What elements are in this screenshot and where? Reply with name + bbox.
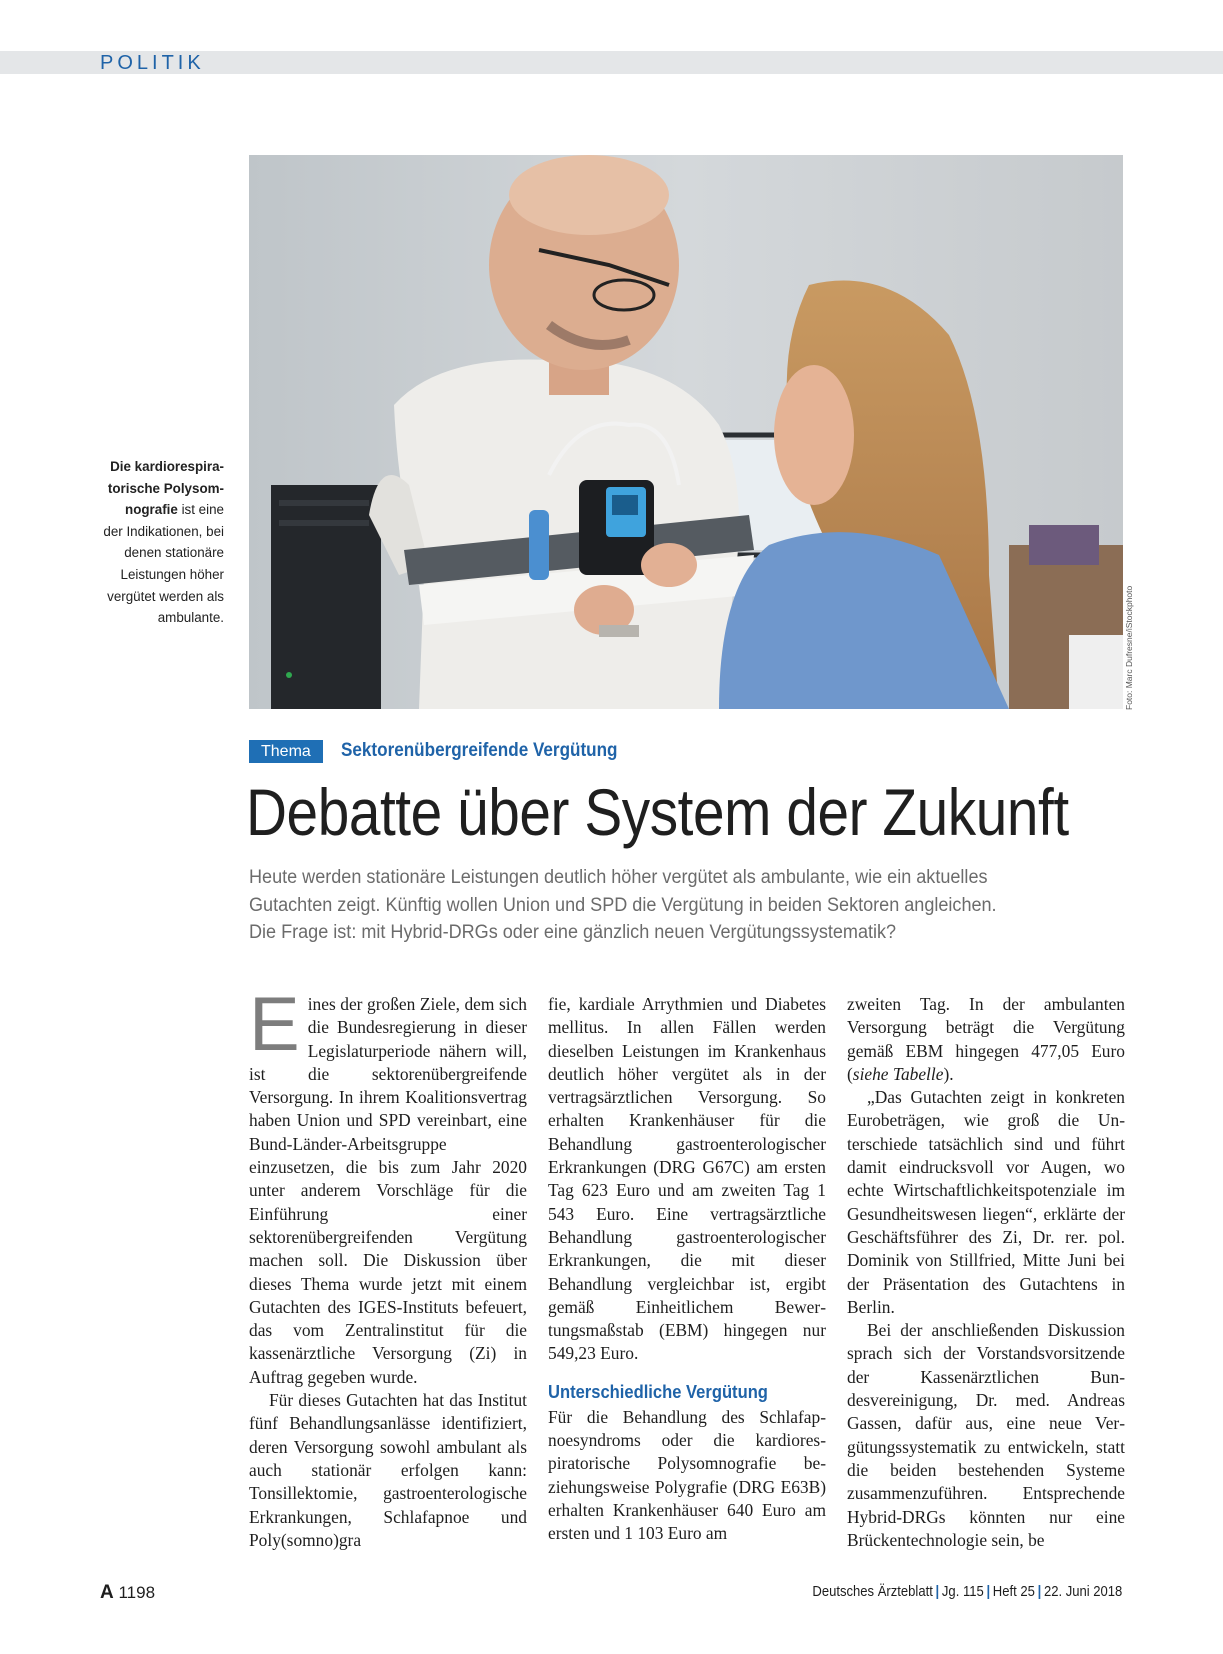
caption-line-8: ambulante. [157, 610, 224, 626]
subheading: Unterschiedliche Vergütung [548, 1381, 768, 1402]
footer-separator: | [935, 1584, 939, 1600]
footer-separator: | [986, 1584, 990, 1600]
col3-p1-text-b: ). [943, 1063, 954, 1084]
dropcap: E [249, 982, 300, 1067]
photo-caption [90, 456, 224, 629]
lead-line-1: Heute werden stationäre Leistungen deutlich höher vergütet als ambulante, wie ein aktuelles [249, 867, 988, 888]
journal-volume: Jg. 115 [941, 1584, 984, 1600]
body-column-1 [249, 982, 527, 1552]
caption-bold-line-3: nografie [125, 502, 178, 518]
article-lead [249, 864, 1161, 947]
journal-footer [812, 1584, 1122, 1600]
body-column-3 [847, 993, 1125, 1552]
col1-paragraph-2: Für dieses Gutachten hat das Institut fünf Behandlungsanlässe identifiziert, deren Versorgung sowohl ambulant als auch stationär erfolgen kann: Tonsillektomie, gastroenterologische Erkrankungen, Schlafapnoe und Poly(somno)gra [249, 1390, 527, 1550]
caption-line-3-rest: ist eine [177, 502, 224, 518]
page-number [100, 1582, 155, 1604]
article-photo [249, 155, 1123, 709]
col2-paragraph-1: fie, kardiale Arrythmien und Diabetes mellitus. In allen Fällen werden dieselben Leistungen im Krankenhaus deutlich höher vergütet als in der vertragsärztlichen Versorgung. So erhalten Krankenhäuser für die Behandlung gastroenterologischer Erkrankungen (DRG G67C) am ersten Tag 623 Euro und am zweiten Tag 1 543 Euro. Eine vertragsärztliche Behandlung gastroenterologischer Erkrankungen, die mit dieser Behandlung vergleichbar ist, ergibt gemäß Einheitlichem Bewertungsmaßstab (EBM) hingegen nur 549,23 Euro. [548, 994, 826, 1364]
section-rubric: POLITIK [100, 52, 205, 74]
footer-separator: | [1037, 1584, 1041, 1600]
photo-credit: Foto: Marc Dufresne/iStockphoto [1124, 585, 1134, 710]
col2-paragraph-2: Für die Behandlung des Schlafapnoesyndroms oder die kardiorespiratorische Polysomnografie beziehungsweise Polygrafie (DRG E63B) erhalten Krankenhäuser 640 Euro am ersten und 1 103 Euro am [548, 1406, 826, 1544]
article-headline: Debatte über System der Zukunft [246, 775, 1069, 849]
body-column-2 [548, 993, 826, 1546]
kicker-text: Sektorenübergreifende Vergütung [340, 740, 618, 761]
journal-name: Deutsches Ärzteblatt [812, 1584, 933, 1600]
col3-paragraph-3: Bei der anschließenden Diskussion sprach sich der Vorstandsvorsitzende der Kassenärztlichen Bundesvereinigung, Dr. med. Andreas Gassen, dafür aus, eine neue Vergütungssystematik zu entwickeln, statt die beiden bestehenden Systeme zusammenzuführen. Entsprechende Hybrid-DRGs könnten nur eine Brückentechnologie sein, be [847, 1320, 1125, 1550]
page-prefix: A [100, 1582, 114, 1603]
body-paragraph [249, 982, 527, 1389]
caption-line-7: vergütet werden als [107, 588, 224, 604]
journal-date: 22. Juni 2018 [1043, 1584, 1122, 1600]
col1-paragraph-1: ines der großen Ziele, dem sich die Bundesregierung in dieser Legislaturperiode nähern will, ist die sektorenübergreifende Versorgung. In ihrem Koalitionsvertrag haben Union und SPD vereinbart, eine Bund-Länder-Arbeitsgruppe einzusetzen, die bis zum Jahr 2020 unter anderem Vorschläge für die Einführung einer sektorenübergreifenden Vergütung machen soll. Die Diskussion über dieses Thema wurde jetzt mit einem Gutachten des IGES-Instituts befeuert, das vom Zentralinstitut für die kassenärztliche Versorgung (Zi) in Auftrag gegeben wurde. [249, 994, 527, 1387]
caption-line-4: der Indikationen, bei [103, 523, 224, 539]
lead-line-3: Die Frage ist: mit Hybrid-DRGs oder eine gänzlich neuen Vergütungssystematik? [249, 922, 897, 943]
col3-paragraph-2: „Das Gutachten zeigt in konkreten Eurobeträgen, wie groß die Unterschiede tatsächlich sind und führt damit eindrucksvoll vor Augen, wo echte Wirtschaftlichkeitspotenziale im Gesundheitswesen liegen“, erklärte der Geschäftsführer des Zi, Dr. rer. pol. Dominik von Stillfried, Mitte Juni bei der Präsentation des Gutachtens in Berlin. [847, 1087, 1125, 1317]
journal-issue: Heft 25 [992, 1584, 1035, 1600]
lead-line-2: Gutachten zeigt. Künftig wollen Union und SPD die Vergütung in beiden Sektoren angleichen. [249, 894, 997, 916]
photo-illustration [249, 155, 1123, 709]
col3-p1-text-a: zweiten Tag. In der ambulanten Versorgung beträgt die Vergütung gemäß EBM hingegen 477,05 Euro ( [847, 994, 1125, 1084]
page-number-value: 1198 [118, 1583, 156, 1602]
kicker [249, 739, 648, 763]
caption-bold-line-2: torische Polysom- [107, 480, 224, 496]
thema-tag: Thema [249, 740, 323, 763]
col3-paragraph-1 [847, 993, 1125, 1086]
caption-line-5: denen stationäre [124, 545, 224, 561]
caption-bold-line-1: Die kardiorespira- [110, 459, 224, 474]
table-reference: siehe Tabelle [852, 1063, 944, 1084]
caption-line-6: Leistungen höher [120, 566, 224, 582]
